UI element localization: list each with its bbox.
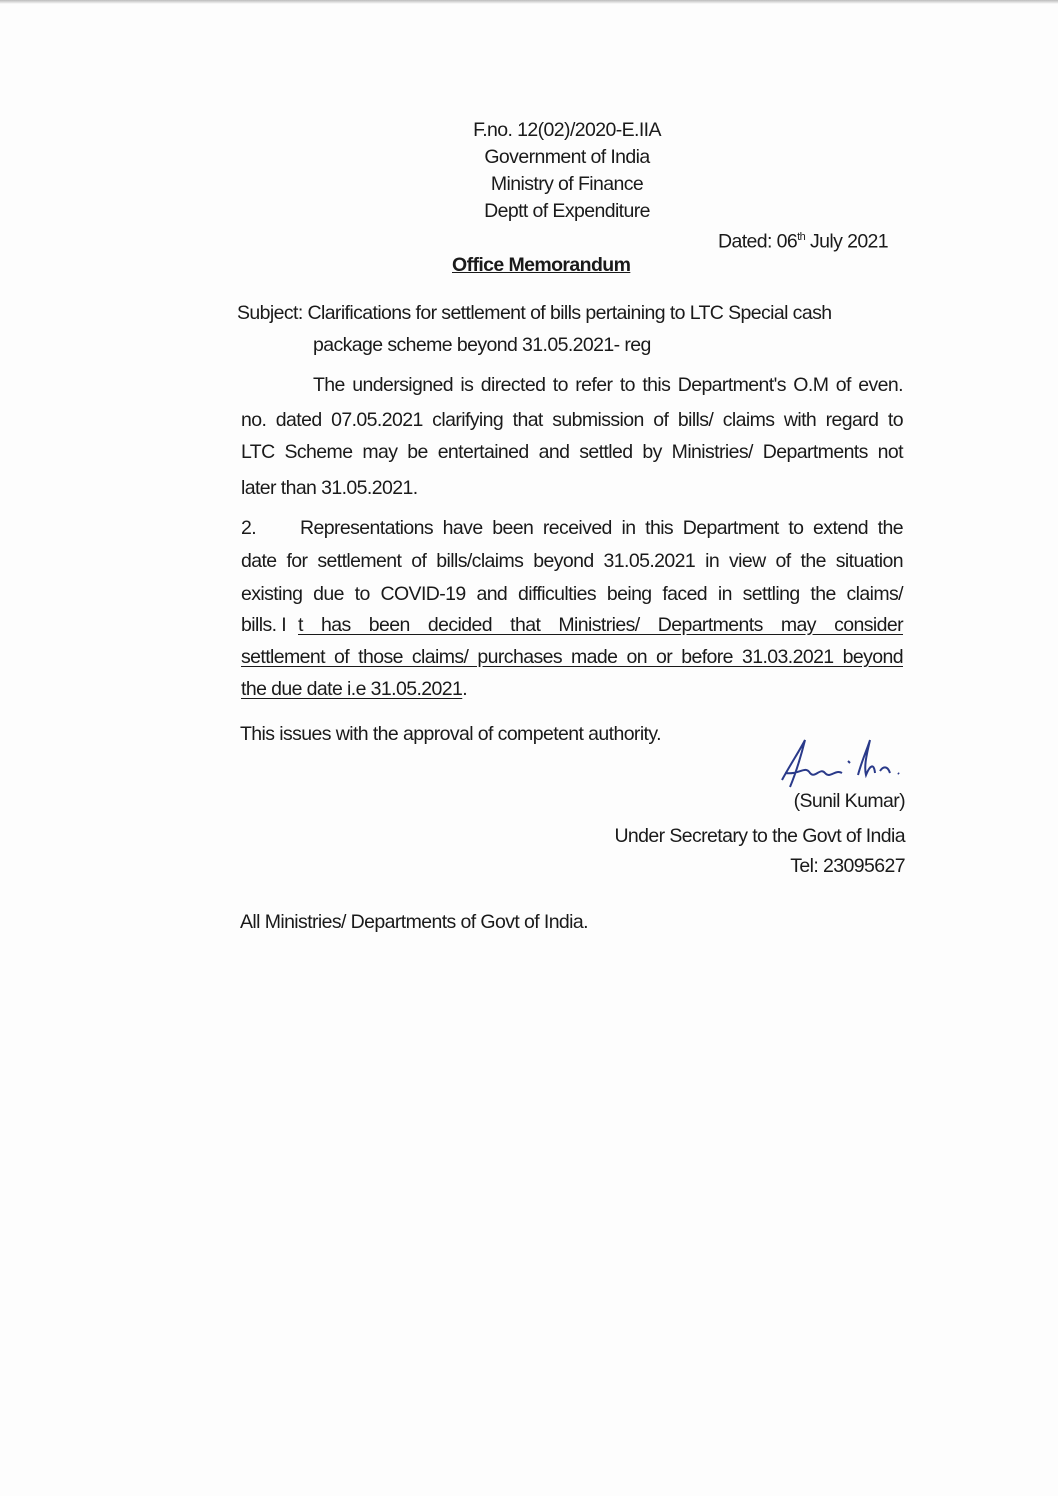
para2-line: Representations have been received in this Department to extend the [300,517,903,539]
para2-underlined-line: settlement of those claims/ purchases made on or before 31.03.2021 beyond [241,646,903,668]
addressee: All Ministries/ Departments of Govt of India. [240,911,588,933]
date-sup: th [797,231,806,243]
subject-line-1: Subject: Clarifications for settlement of bills pertaining to LTC Special cash [237,302,832,324]
signature [770,735,940,795]
para2-line: existing due to COVID-19 and difficulties being faced in settling the claims/ [241,583,903,605]
para2-underlined-line: t has been decided that Ministries/ Departments may consider [298,614,903,636]
signatory-designation: Under Secretary to the Govt of India [614,825,905,847]
para1-line: no. dated 07.05.2021 clarifying that submission of bills/ claims with regard to [241,409,903,431]
date-prefix: Dated: 06 [718,230,798,253]
department: Deptt of Expenditure [484,200,650,222]
para1-line: The undersigned is directed to refer to this Department's O.M of even. [313,374,903,396]
para2-underlined-end: the due date i.e 31.05.2021 [241,678,463,700]
signatory-telephone: Tel: 23095627 [790,855,905,877]
date [718,225,888,254]
para1-line: LTC Scheme may be entertained and settled by Ministries/ Departments not [241,441,903,463]
government: Government of India [484,146,650,168]
para2-line [241,677,467,701]
subject-line-2: package scheme beyond 31.05.2021- reg [313,334,651,356]
para2-line [241,613,286,637]
scan-edge [0,0,1058,4]
document-title: Office Memorandum [452,254,631,276]
period: . [462,678,468,700]
ministry: Ministry of Finance [490,173,644,195]
para2-line: date for settlement of bills/claims beyond 31.05.2021 in view of the situation [241,550,903,572]
signatory-name: (Sunil Kumar) [793,790,905,812]
para2-number: 2. [241,517,257,539]
approval-text: This issues with the approval of competent authority. [240,723,661,745]
para1-line: later than 31.05.2021. [241,477,418,499]
para2-line4-start: bills. I [241,614,287,636]
date-suffix: July 2021 [805,230,889,253]
file-number: F.no. 12(02)/2020-E.IIA [473,119,661,141]
